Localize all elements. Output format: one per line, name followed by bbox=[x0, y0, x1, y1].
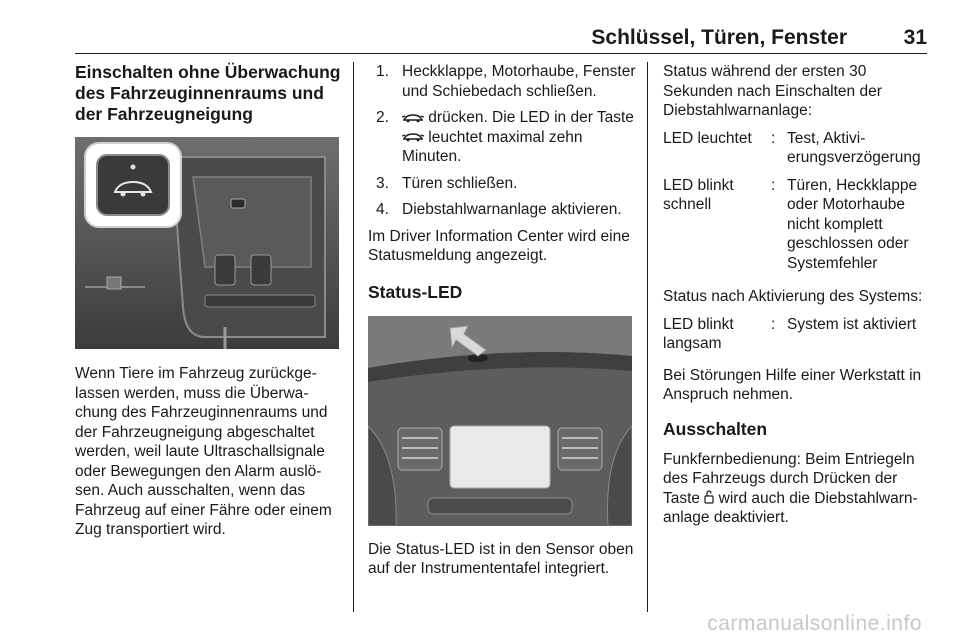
status-led-caption: Die Status-LED ist in den Sensor oben auf der Instrumententafel integriert. bbox=[368, 540, 634, 577]
page-header bbox=[75, 22, 927, 52]
list-item: 3. Türen schließen. bbox=[376, 174, 518, 192]
car-alarm-icon bbox=[402, 113, 424, 123]
section-heading-ausschalten: Ausschalten bbox=[663, 418, 768, 439]
unlock-icon bbox=[704, 490, 714, 504]
ausschalten-paragraph: Funkfernbedienung: Beim Entriegeln des Fahrzeugs durch Drücken der Taste wird auch die Diebstahlwarnanlage deaktiviert. bbox=[663, 450, 918, 526]
photo-dashboard-sensor bbox=[368, 316, 632, 526]
monitoring-off-paragraph: Wenn Tiere im Fahrzeug zurückgelassen werden, muss die Überwachung des Fahrzeuginnenraums und der Fahrzeugneigung abgeschaltet werden, weil laute Ultraschallsignale oder Bewegungen den Alarm auslösen. Auch ausschalten, wenn das Fahrzeug auf einer Fähre oder einem Zug transportiert wird. bbox=[75, 365, 332, 538]
column-2 bbox=[368, 62, 636, 579]
status-intro-after-activation: Status nach Aktivierung des Systems: bbox=[663, 288, 923, 305]
dic-paragraph: Im Driver Information Center wird eine Statusmeldung angezeigt. bbox=[368, 227, 630, 264]
list-item: 1. Heckklappe, Motorhaube, Fenster und Schiebedach schließen. bbox=[376, 63, 636, 100]
list-item: 4. Diebstahlwarnanlage aktivieren. bbox=[376, 201, 622, 218]
section-heading-monitoring-off: Einschalten ohne Überwachung des Fahrzeuginnenraums und der Fahrzeugneigung bbox=[75, 62, 341, 124]
table-row: LED leuchtet : Test, Aktivierungsverzögerung bbox=[663, 129, 921, 166]
header-rule bbox=[75, 53, 927, 54]
column-divider-2 bbox=[647, 62, 648, 612]
column-1 bbox=[75, 62, 343, 540]
steps-list bbox=[368, 62, 636, 220]
header-title: Schlüssel, Türen, Fenster bbox=[591, 26, 847, 49]
status-table-active bbox=[663, 315, 929, 362]
page-number: 31 bbox=[903, 26, 927, 49]
column-divider-1 bbox=[353, 62, 354, 612]
overhead-console-illustration bbox=[75, 137, 339, 349]
watermark: carmanualsonline.info bbox=[707, 612, 922, 635]
photo-overhead-console bbox=[75, 137, 339, 349]
status-table-initial bbox=[663, 129, 929, 282]
column-3 bbox=[663, 62, 929, 528]
list-item: 2. drücken. Die LED in der Taste leuchtet maximal zehn Minuten. bbox=[376, 109, 634, 165]
car-alarm-icon bbox=[402, 132, 424, 142]
table-row: LED blinkt langsam : System ist aktiviert bbox=[663, 315, 917, 352]
status-intro: Status während der ersten 30 Sekunden nach Einschalten der Diebstahlwarnanlage: bbox=[663, 63, 882, 119]
table-row: LED blinkt schnell : Türen, Heckklappe oder Motorhaube nicht komplett geschlossen oder Systemfehler bbox=[663, 176, 918, 272]
help-paragraph: Bei Störungen Hilfe einer Werkstatt in Anspruch nehmen. bbox=[663, 366, 922, 403]
dashboard-sensor-illustration bbox=[368, 316, 632, 526]
section-heading-status-led: Status-LED bbox=[368, 281, 463, 302]
